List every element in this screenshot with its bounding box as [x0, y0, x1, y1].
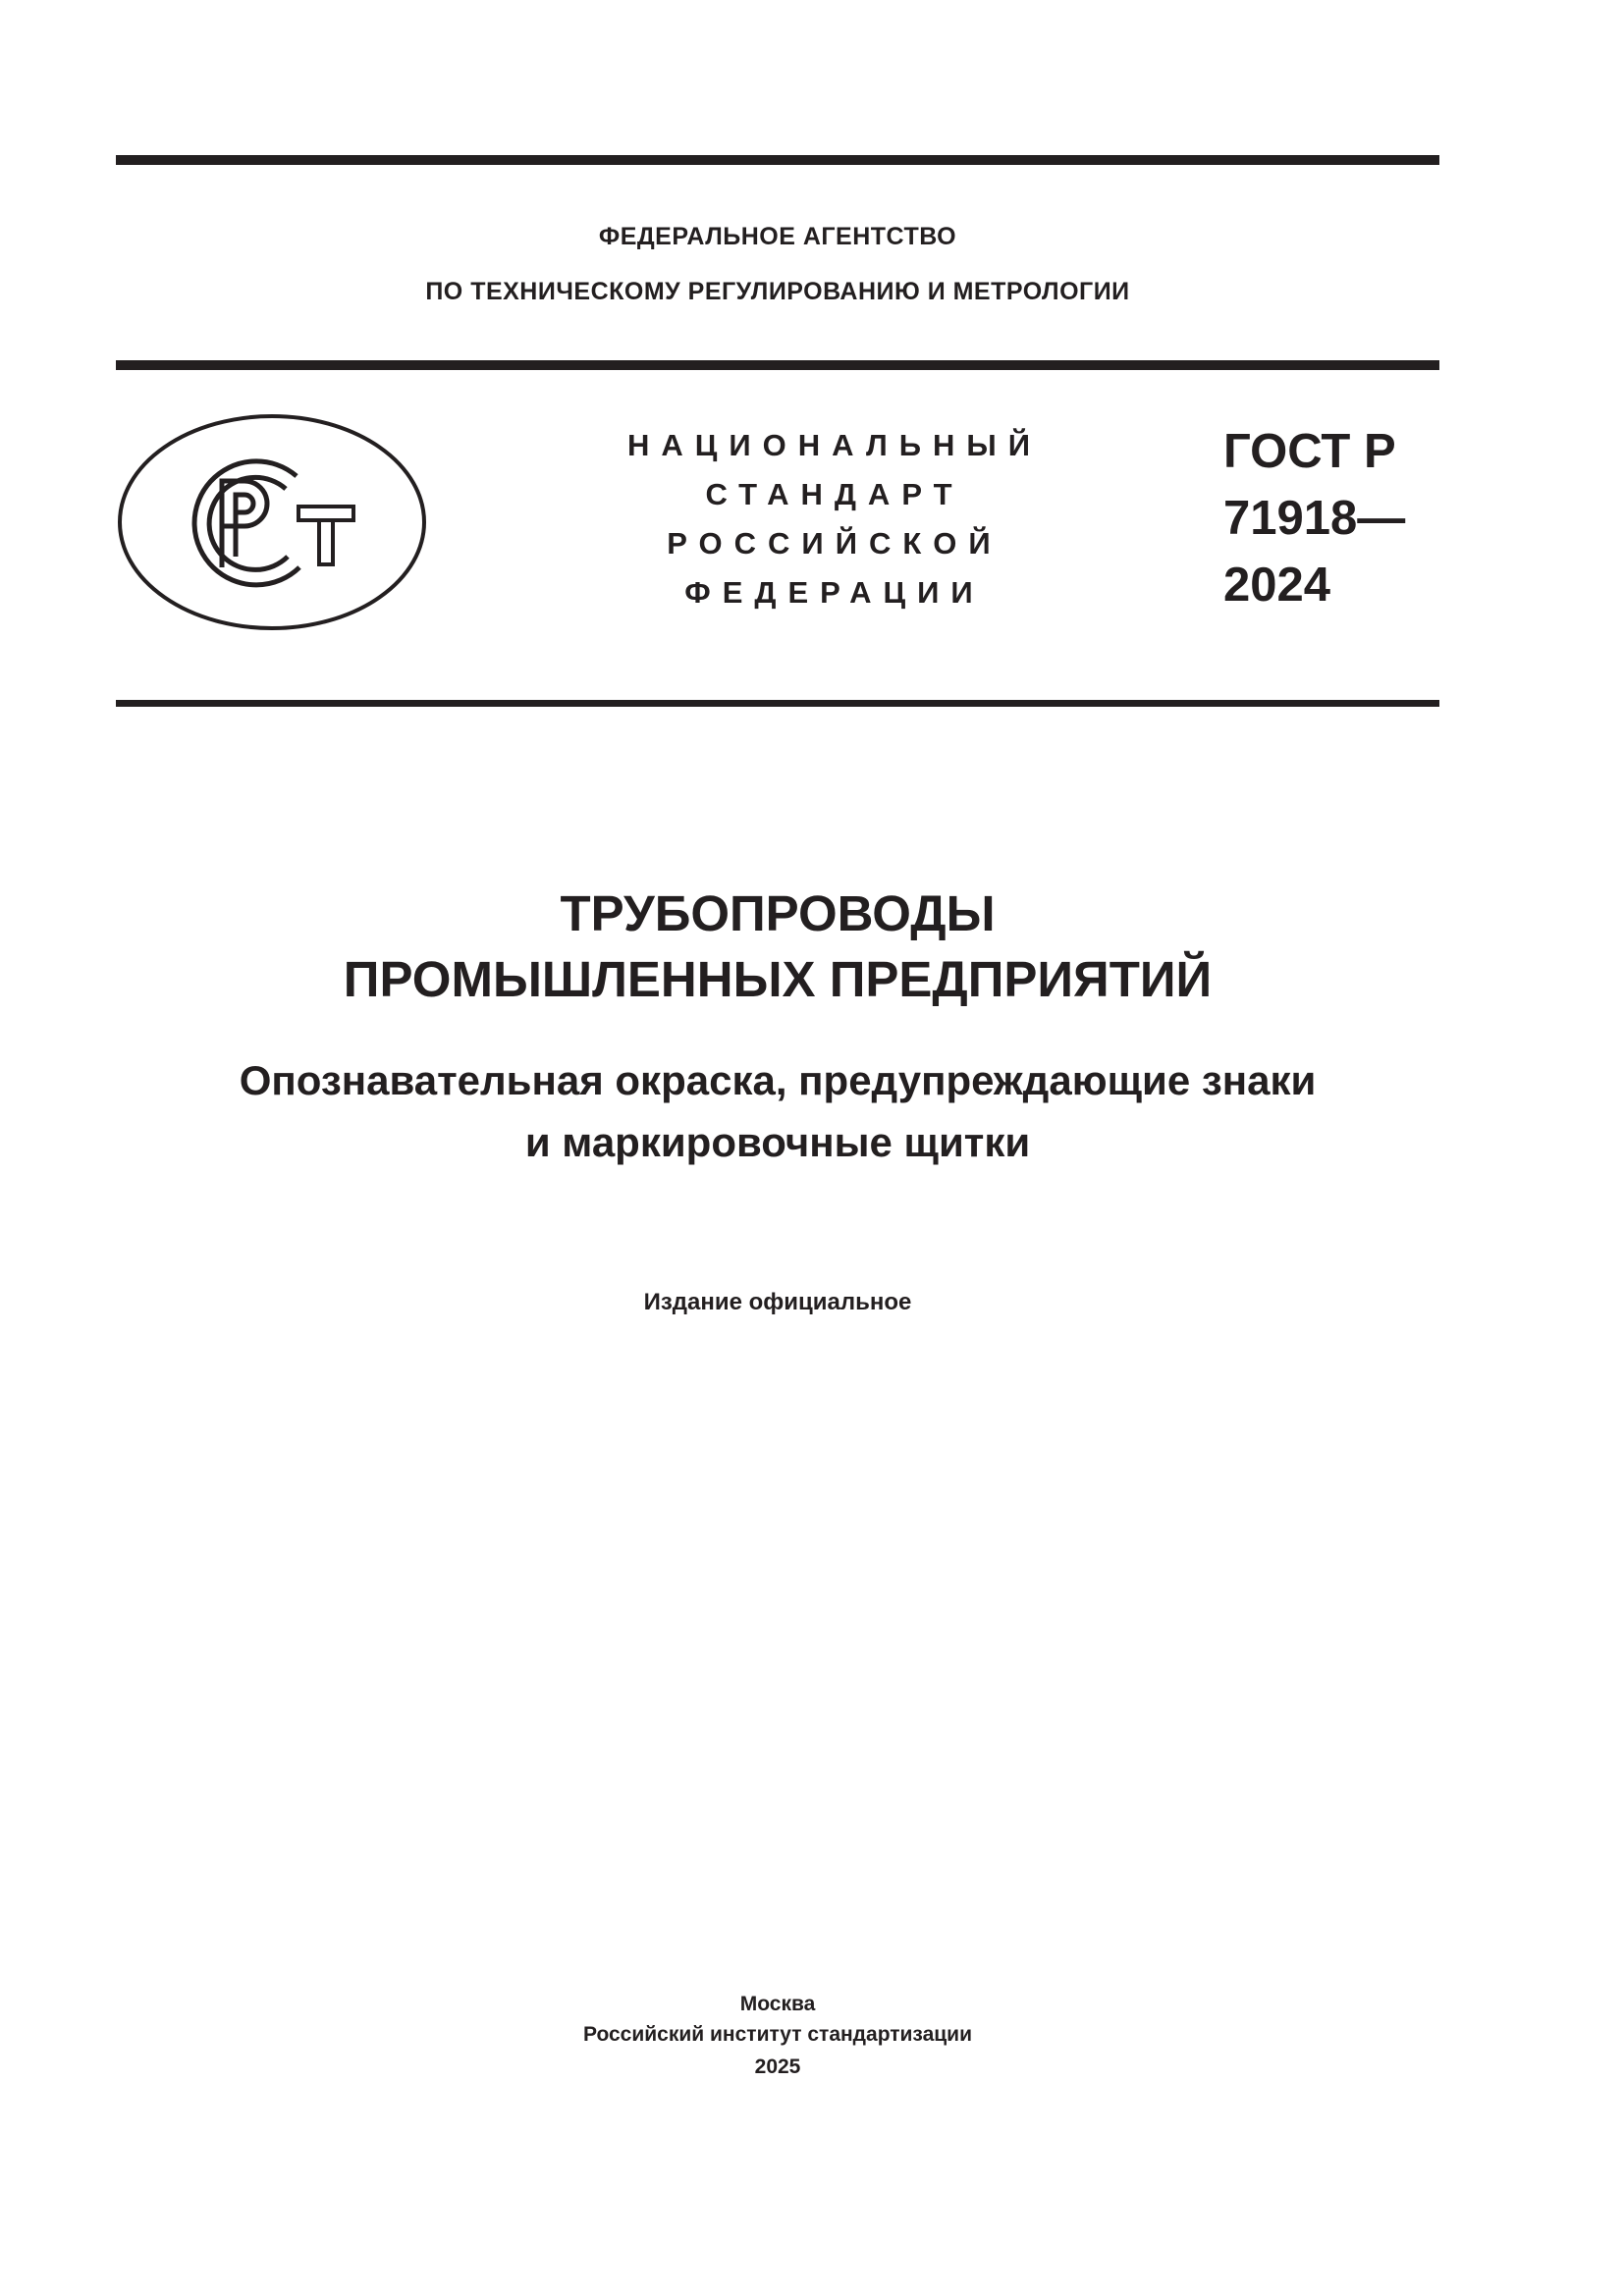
standard-number-line-2: 71918— [1223, 492, 1406, 545]
standard-type-line-4: ФЕДЕРАЦИИ [684, 575, 985, 610]
top-rule [116, 155, 1439, 165]
document-subtitle-line-2: и маркировочные щитки [524, 1119, 1031, 1165]
imprint-publisher: Российский институт стандартизации [582, 2023, 973, 2046]
agency-name-line-1: ФЕДЕРАЛЬНОЕ АГЕНТСТВО [598, 223, 957, 250]
bottom-rule [116, 700, 1439, 707]
standard-type-line-2: СТАНДАРТ [705, 477, 964, 511]
standard-number-line-1: ГОСТ Р [1223, 425, 1396, 478]
document-title-line-1: ТРУБОПРОВОДЫ [560, 885, 996, 941]
rst-gost-mark-icon [116, 412, 428, 632]
standard-type-line-3: РОССИЙСКОЙ [667, 526, 1002, 561]
middle-rule [116, 360, 1439, 370]
imprint-city: Москва [739, 1993, 816, 2015]
document-title-line-2: ПРОМЫШЛЕННЫХ ПРЕДПРИЯТИЙ [343, 951, 1213, 1007]
document-subtitle-line-1: Опознавательная окраска, предупреждающие знаки [239, 1057, 1317, 1103]
standard-type-line-1: НАЦИОНАЛЬНЫЙ [626, 428, 1043, 462]
edition-label: Издание официальное [643, 1289, 912, 1315]
agency-name-line-2: ПО ТЕХНИЧЕСКОМУ РЕГУЛИРОВАНИЮ И МЕТРОЛОГИИ [425, 278, 1130, 305]
imprint-year: 2025 [754, 2056, 801, 2078]
standard-number-line-3: 2024 [1223, 559, 1331, 612]
